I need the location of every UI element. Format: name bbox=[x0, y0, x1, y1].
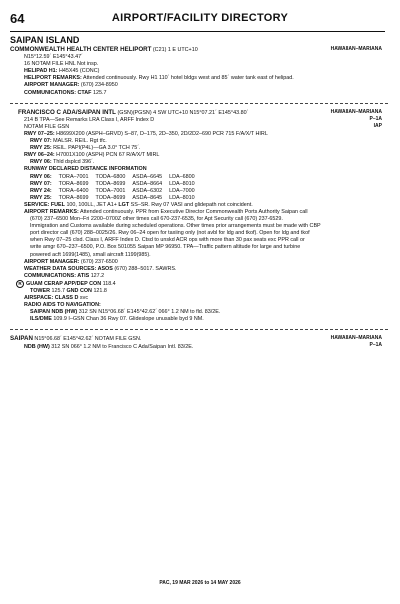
approach-label: GUAM CERAP APP/DEP CON bbox=[26, 280, 102, 287]
airport-chart-p1a: P–1A bbox=[369, 115, 382, 122]
saipan-name: SAIPAN bbox=[10, 335, 33, 343]
dist-cell: LDA–6800 bbox=[169, 173, 195, 180]
ils-value: 109.9 I–GSN Chan 36 Rwy 07. Glideslope unusable byd 9 NM. bbox=[53, 316, 204, 323]
helipad-value: H45X45 (CONC) bbox=[58, 68, 100, 75]
heliport-entry bbox=[10, 46, 388, 97]
table-row bbox=[30, 188, 202, 195]
remarks-line: Immigration and Customs available during scheduled operations. Other times prior arrangements must be made with CBP bbox=[30, 223, 321, 230]
airport-info: 4 SW UTC+10 N15°07.21´ E145°43.80´ bbox=[153, 109, 249, 116]
airport-region: HAWAIIAN–MARIANA bbox=[330, 108, 382, 115]
heliport-line2: 16 NOTAM FILE HNL Not insp. bbox=[24, 61, 99, 68]
ils-label: ILS/DME bbox=[30, 316, 52, 323]
weather-value: (670) 288–5017. SAWRS. bbox=[114, 265, 177, 272]
heliport-coords: N15°12.59´ E145°43.47´ bbox=[24, 54, 83, 61]
airport-line2: 214 B TPA—See Remarks LRA Class I, ARFF Index D bbox=[24, 116, 155, 123]
page-footer: PAC, 19 MAR 2026 to 14 MAY 2026 bbox=[159, 580, 241, 586]
dist-cell: TODA–8699 bbox=[95, 194, 126, 201]
dist-cell: RWY 07: bbox=[30, 180, 52, 187]
airport-comm-label: COMMUNICATIONS: ATIS bbox=[24, 272, 90, 279]
rwy25-value: REIL. PAPI(P4L)—GA 3.0° TCH 75´. bbox=[53, 145, 141, 152]
saipan-coords: N15°06.68´ E145°42.62´ NOTAM FILE GSN. bbox=[34, 336, 142, 343]
helipad-label: HELIPAD H1: bbox=[24, 68, 58, 75]
airport-remarks-label: AIRPORT REMARKS: bbox=[24, 208, 79, 215]
dist-cell: TORA–6400 bbox=[58, 187, 89, 194]
rwy07-label: RWY 07: bbox=[30, 138, 52, 145]
rwy07-value: MALSR. REIL. Rgt tfc. bbox=[53, 138, 107, 145]
airport-comm: 127.2 bbox=[90, 272, 105, 279]
dist-cell: ASDA–6302 bbox=[132, 187, 163, 194]
gnd-label: GND CON bbox=[66, 288, 92, 294]
airspace-label: AIRSPACE: CLASS D bbox=[24, 295, 79, 302]
weather-label: WEATHER DATA SOURCES: ASOS bbox=[24, 265, 113, 272]
dist-cell: RWY 24: bbox=[30, 187, 52, 194]
airport-chart-iap: IAP bbox=[373, 122, 382, 129]
heliport-name: COMMONWEALTH HEALTH CENTER HELIPORT bbox=[10, 46, 152, 53]
saipan-navaid-entry bbox=[10, 335, 388, 350]
dist-cell: RWY 06: bbox=[30, 173, 52, 180]
heliport-comm-label: COMMUNICATIONS: CTAF bbox=[24, 89, 92, 96]
rwy06-value: Thld dsplcd 396´. bbox=[53, 159, 95, 166]
heliport-ident: (C21) bbox=[152, 47, 167, 53]
heliport-manager: (670) 234-8950 bbox=[80, 82, 118, 89]
section-divider bbox=[10, 329, 388, 330]
remarks-line: port director call (670) 288–0025/26. Rwy 06–24 open for taxiing only (not avbl for ldg and tkof). Open for ldg and tkof bbox=[30, 230, 310, 237]
page-header bbox=[0, 0, 400, 28]
dist-cell: TODA–7001 bbox=[95, 187, 126, 194]
airport-name: FRANCISCO C ADA/SAIPAN INTL bbox=[18, 108, 116, 116]
rwy25-label: RWY 25: bbox=[30, 145, 52, 152]
airspace-value: svc bbox=[79, 295, 89, 302]
rwy06-label: RWY 06: bbox=[30, 159, 52, 166]
tower-value: 125.7 bbox=[51, 288, 65, 294]
remarks-line: when Rwy 07–25 clsd. Class I, ARFF Index D. Ctsd to unskd ACR ops with more than 30 pax seats exc PPR call or bbox=[30, 237, 305, 244]
table-row bbox=[30, 195, 202, 202]
saipan-chart: P–1A bbox=[369, 342, 382, 349]
dist-cell: TODA–6800 bbox=[95, 173, 126, 180]
service-value: 100, 100LL, JET A1+ bbox=[66, 201, 117, 208]
dist-cell: TODA–8699 bbox=[95, 180, 126, 187]
page-title: AIRPORT/FACILITY DIRECTORY bbox=[111, 12, 289, 24]
airport-ident: (GSN)(PGSN) bbox=[117, 109, 152, 116]
island-heading: SAIPAN ISLAND bbox=[10, 35, 80, 45]
dist-cell: LDA–8010 bbox=[169, 194, 195, 201]
gnd-value: 121.8 bbox=[93, 288, 107, 294]
header-rule bbox=[10, 31, 385, 32]
table-row bbox=[30, 174, 202, 181]
airport-manager-label: AIRPORT MANAGER: bbox=[24, 258, 80, 265]
dist-cell: LDA–7000 bbox=[169, 187, 195, 194]
saipan-ndb-label: NDB (HW) bbox=[24, 343, 50, 350]
approach-value: 118.4 bbox=[102, 280, 116, 287]
navaids-heading: RADIO AIDS TO NAVIGATION: bbox=[24, 302, 101, 309]
heliport-region: HAWAIIAN–MARIANA bbox=[330, 46, 382, 52]
lgt-label: LGT bbox=[118, 201, 130, 208]
dist-cell: TORA–8699 bbox=[58, 180, 89, 187]
radar-r-icon: R bbox=[16, 280, 24, 288]
section-divider bbox=[10, 103, 388, 104]
rwy0624-label: RWY 06–24: bbox=[24, 152, 55, 159]
heliport-manager-label: AIRPORT MANAGER: bbox=[24, 82, 80, 89]
rwy0624-value: H7001X100 (ASPH) PCN 67 R/A/X/T MIRL bbox=[56, 152, 160, 159]
dist-cell: RWY 25: bbox=[30, 194, 52, 201]
declared-distance-table bbox=[30, 174, 202, 202]
rwy0725-label: RWY 07–25: bbox=[24, 130, 55, 137]
remarks-line: write amgr 670–237–6500, P.O. Box 501055 Saipan MP 96950. TPA—Traffic pattern altitude for large and turbine bbox=[30, 244, 301, 251]
dist-cell: TORA–8699 bbox=[58, 194, 89, 201]
dist-cell: ASDA–8645 bbox=[132, 194, 163, 201]
ndb-value: 312 SN N15°06.68´ E145°42.62´ 066° 1.2 NM to fld. 83/2E. bbox=[78, 309, 221, 316]
airport-entry bbox=[10, 109, 388, 324]
table-row bbox=[30, 181, 202, 188]
declared-distance-heading: RUNWAY DECLARED DISTANCE INFORMATION bbox=[24, 166, 147, 173]
lgt-value: SS–SR. Rwy 07 VASI and glidepath not coincident. bbox=[130, 201, 253, 208]
dist-cell: ASDA–8664 bbox=[132, 180, 163, 187]
dist-cell: TORA–7001 bbox=[58, 173, 89, 180]
dist-cell: LDA–8010 bbox=[169, 180, 195, 187]
airport-notam: NOTAM FILE GSN bbox=[24, 123, 70, 130]
remarks-line: (670) 237–6500 Mon–Fri 2200–0700Z other times call 670-237-6535, for Apt Security call (670) 237-6529. bbox=[30, 216, 283, 223]
heliport-remarks: Attended continuously. Rwy H1 110´ hotel bldgs west and 85´ water tank east of helipad. bbox=[83, 75, 294, 82]
page-number: 64 bbox=[10, 11, 25, 26]
service-label: SERVICE: FUEL bbox=[24, 201, 65, 208]
heliport-remarks-label: HELIPORT REMARKS: bbox=[24, 75, 82, 82]
heliport-comm: 125.7 bbox=[92, 89, 107, 96]
dist-cell: ASDA–6645 bbox=[132, 173, 163, 180]
remarks-line: Attended continuously. PPR from Executive Director Commonwealth Ports Authority Saipan call bbox=[80, 208, 308, 215]
tower-label: TOWER bbox=[30, 288, 50, 294]
saipan-ndb-value: 312 SN 066° 1.2 NM to Francisco C Ada/Saipan Intl. 83/2E. bbox=[51, 343, 194, 350]
airport-manager: (670) 237-6500 bbox=[80, 258, 118, 265]
saipan-region: HAWAIIAN–MARIANA bbox=[330, 335, 382, 342]
heliport-info: 1 E UTC+10 bbox=[167, 47, 198, 53]
rwy0725-value: H8699X200 (ASPH–GRVD) S–87, D–175, 2D–350, 2D/2D2–690 PCR 715 F/A/X/T HIRL bbox=[56, 130, 268, 137]
directory-content bbox=[10, 35, 388, 351]
remarks-line: powered acft 1699(1485), small aircraft 1199(985). bbox=[30, 251, 151, 258]
ndb-label: SAIPAN NDB (HW) bbox=[30, 309, 78, 316]
